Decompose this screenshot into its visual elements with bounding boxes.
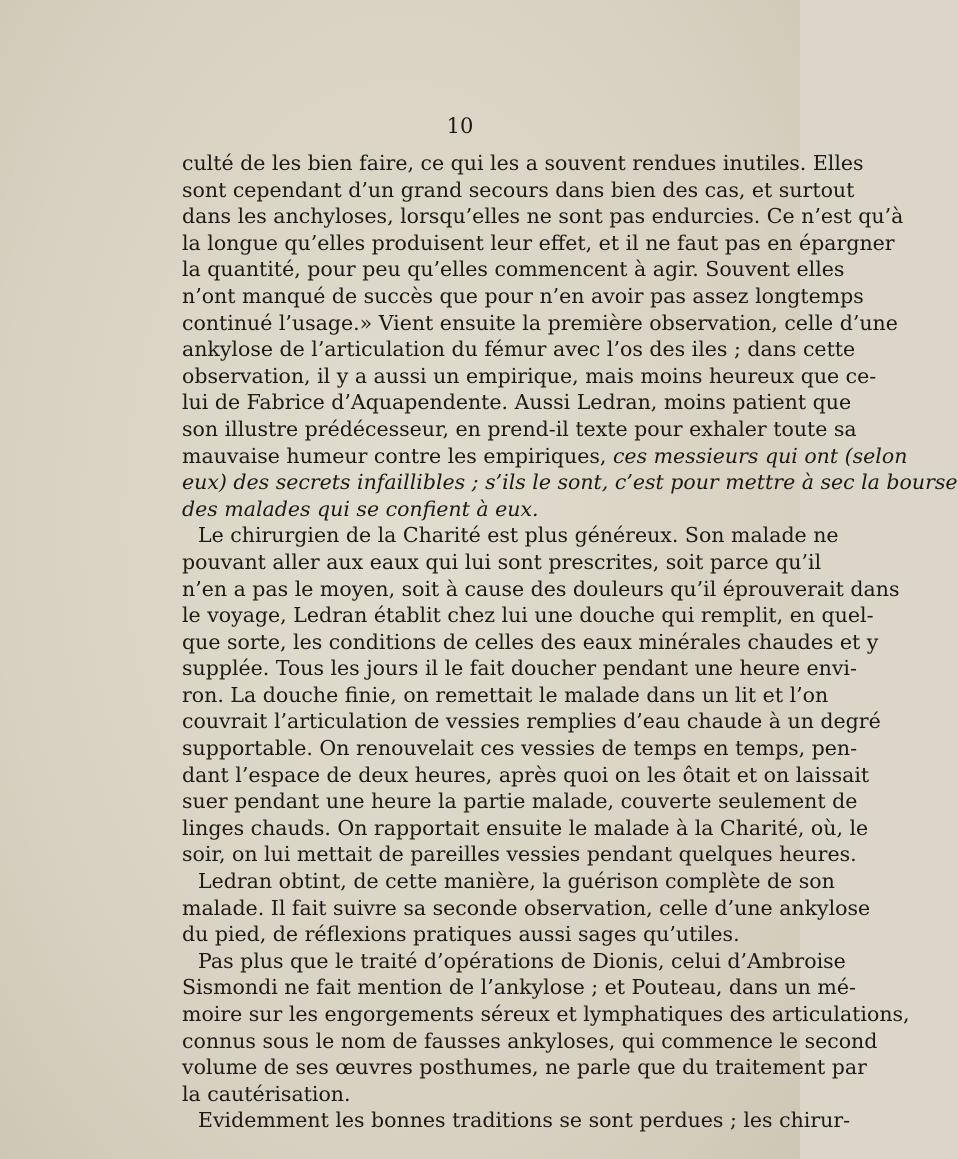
text-line [182, 948, 846, 975]
text-segment: la longue qu’elles produisent leur effet, et il ne faut pas en épargner [182, 230, 895, 255]
text-segment: la cautérisation. [182, 1081, 351, 1106]
text-segment: continué l’usage.» Vient ensuite la première observation, celle d’une [182, 310, 898, 335]
text-segment: pouvant aller aux eaux qui lui sont prescrites, soit parce qu’il [182, 549, 822, 574]
italic-text: ces messieurs qui ont (selon [612, 443, 908, 468]
text-segment: n’ont manqué de succès que pour n’en avoir pas assez longtemps [182, 283, 864, 308]
text-segment: moire sur les engorgements séreux et lymphatiques des articulations, [182, 1002, 910, 1026]
text-line [182, 416, 857, 443]
italic-text: des malades qui se confient à eux. [182, 496, 539, 521]
page-number: 10 [446, 114, 474, 138]
text-segment: Le chirurgien de la Charité est plus généreux. Son malade ne [198, 523, 839, 548]
text-segment: soir, on lui mettait de pareilles vessies pendant quelques heures. [182, 842, 857, 867]
text-line [182, 735, 858, 762]
text-line [182, 682, 829, 709]
text-line [182, 283, 864, 310]
text-line [182, 203, 904, 230]
text-line [182, 1081, 767, 1108]
text-segment: ankylose de l’articulation du fémur avec l’os des iles ; dans cette [182, 337, 856, 362]
text-segment: lui de Fabrice d’Aquapendente. Aussi Ledran, moins patient que [182, 390, 852, 415]
text-line [182, 496, 767, 523]
text-segment: le voyage, Ledran établit chez lui une douche qui remplit, en quel- [182, 603, 874, 628]
text-segment: mauvaise humeur contre les empiriques, [182, 443, 613, 468]
text-line [182, 443, 908, 470]
text-line [182, 576, 900, 603]
text-segment: supportable. On renouvelait ces vessies de temps en temps, pen- [182, 736, 858, 761]
text-line [182, 1028, 878, 1055]
text-line [182, 841, 857, 868]
text-line [182, 469, 958, 496]
text-segment: culté de les bien faire, ce qui les a souvent rendues inutiles. Elles [182, 151, 864, 175]
text-segment: dant l’espace de deux heures, après quoi on les ôtait et on laissait [182, 762, 870, 787]
text-line [182, 256, 845, 283]
text-segment: connus sous le nom de fausses ankyloses, qui commence le second [182, 1028, 878, 1053]
text-line [182, 655, 857, 682]
text-line [182, 868, 835, 895]
text-line [182, 788, 858, 815]
text-line [182, 895, 871, 922]
text-line [182, 336, 856, 363]
text-segment: couvrait l’articulation de vessies remplies d’eau chaude à un degré [182, 709, 881, 734]
text-segment: ron. La douche finie, on remettait le malade dans un lit et l’on [182, 682, 829, 707]
text-line [182, 1107, 851, 1134]
text-line [182, 389, 852, 416]
italic-text: eux) des secrets infaillibles ; s’ils le sont, c’est pour mettre à sec la bourse [182, 470, 958, 495]
text-line [182, 974, 856, 1001]
text-segment: Sismondi ne fait mention de l’ankylose ; et Pouteau, dans un mé- [182, 975, 856, 1000]
text-segment: volume de ses œuvres posthumes, ne parle que du traitement par [182, 1055, 867, 1080]
text-line [182, 522, 839, 549]
text-segment: observation, il y a aussi un empirique, mais moins heureux que ce- [182, 363, 877, 388]
text-line [182, 708, 881, 735]
text-segment: Evidemment les bonnes traditions se sont perdues ; les chirur- [198, 1108, 851, 1133]
text-segment: son illustre prédécesseur, en prend-il texte pour exhaler toute sa [182, 416, 857, 441]
text-line [182, 310, 898, 337]
body-text [182, 150, 958, 1134]
text-line [182, 762, 870, 789]
text-line [182, 549, 822, 576]
text-segment: Pas plus que le traité d’opérations de Dionis, celui d’Ambroise [198, 948, 846, 973]
text-segment: dans les anchyloses, lorsqu’elles ne sont pas endurcies. Ce n’est qu’à [182, 204, 904, 229]
text-line [182, 363, 877, 390]
text-segment: Ledran obtint, de cette manière, la guérison complète de son [198, 869, 835, 894]
text-line [182, 629, 879, 656]
text-line [182, 150, 864, 177]
text-line [182, 602, 874, 629]
text-segment: la quantité, pour peu qu’elles commencent à agir. Souvent elles [182, 257, 845, 282]
text-line [182, 1001, 910, 1028]
text-segment: malade. Il fait suivre sa seconde observation, celle d’une ankylose [182, 895, 871, 920]
text-segment: que sorte, les conditions de celles des eaux minérales chaudes et y [182, 629, 879, 654]
text-segment: suer pendant une heure la partie malade, couverte seulement de [182, 789, 858, 814]
text-line [182, 1054, 867, 1081]
text-segment: linges chauds. On rapportait ensuite le malade à la Charité, où, le [182, 815, 869, 840]
text-segment: supplée. Tous les jours il le fait doucher pendant une heure envi- [182, 656, 857, 681]
text-line [182, 921, 767, 948]
text-line [182, 815, 869, 842]
text-line [182, 230, 895, 257]
text-segment: n’en a pas le moyen, soit à cause des douleurs qu’il éprouverait dans [182, 576, 900, 601]
text-line [182, 177, 855, 204]
text-segment: du pied, de réflexions pratiques aussi sages qu’utiles. [182, 922, 740, 947]
text-segment: sont cependant d’un grand secours dans bien des cas, et surtout [182, 177, 855, 202]
